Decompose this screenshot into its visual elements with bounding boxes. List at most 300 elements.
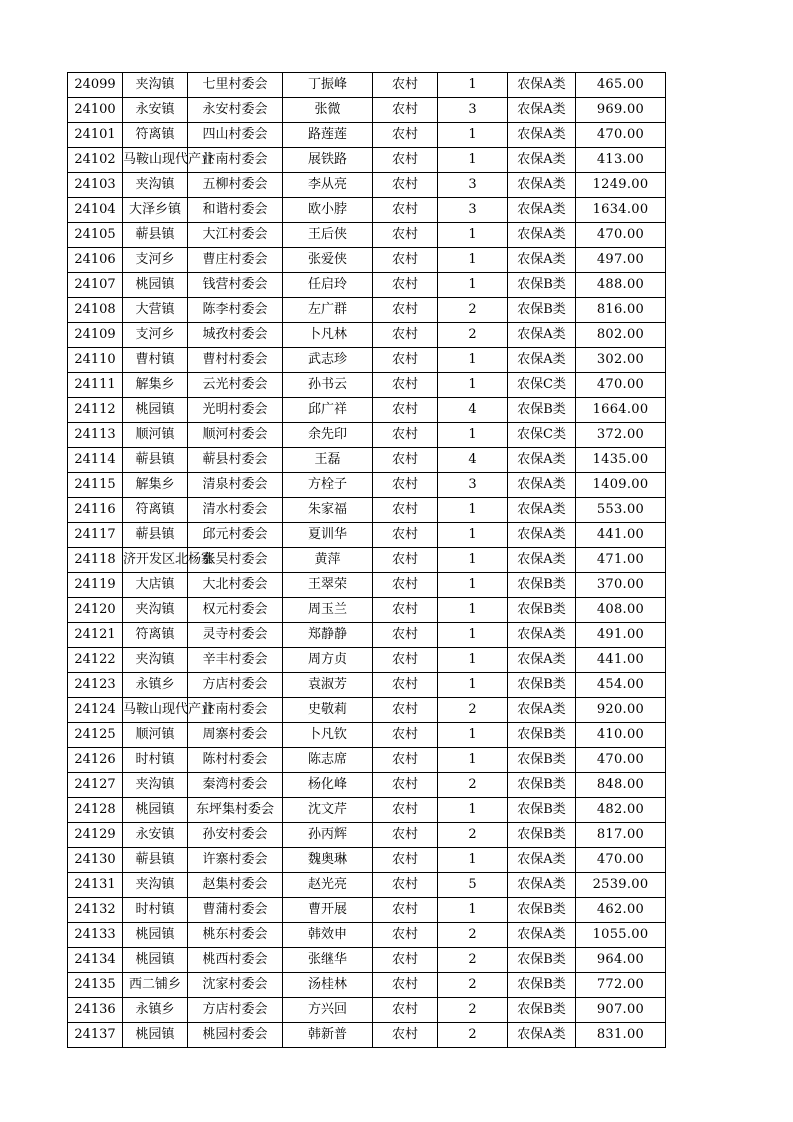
insurance-category-cell: 农保A类	[508, 73, 576, 98]
person-name-cell: 韩效申	[283, 923, 373, 948]
village-committee-cell: 云光村委会	[188, 373, 283, 398]
person-name-cell: 袁淑芳	[283, 673, 373, 698]
record-id-cell: 24124	[68, 698, 123, 723]
insurance-category-cell: 农保A类	[508, 623, 576, 648]
household-count-cell: 2	[438, 923, 508, 948]
household-count-cell: 1	[438, 548, 508, 573]
household-count-cell: 2	[438, 948, 508, 973]
village-committee-cell: 城孜村委会	[188, 323, 283, 348]
town-cell: 大店镇	[123, 573, 188, 598]
person-name-cell: 余先印	[283, 423, 373, 448]
table-row	[68, 323, 666, 348]
village-committee-cell: 和谐村委会	[188, 198, 283, 223]
table-row	[68, 373, 666, 398]
person-name-cell: 曹开展	[283, 898, 373, 923]
insurance-category-cell: 农保A类	[508, 348, 576, 373]
table-row	[68, 448, 666, 473]
village-committee-cell: 张吴村委会	[188, 548, 283, 573]
village-committee-cell: 邱元村委会	[188, 523, 283, 548]
area-type-cell: 农村	[373, 973, 438, 998]
insurance-category-cell: 农保A类	[508, 123, 576, 148]
area-type-cell: 农村	[373, 348, 438, 373]
insurance-category-cell: 农保A类	[508, 448, 576, 473]
person-name-cell: 汤桂林	[283, 973, 373, 998]
area-type-cell: 农村	[373, 948, 438, 973]
household-count-cell: 2	[438, 823, 508, 848]
table-row	[68, 248, 666, 273]
village-committee-cell: 钱营村委会	[188, 273, 283, 298]
household-count-cell: 1	[438, 373, 508, 398]
village-committee-cell: 永安村委会	[188, 98, 283, 123]
area-type-cell: 农村	[373, 398, 438, 423]
insurance-category-cell: 农保B类	[508, 973, 576, 998]
area-type-cell: 农村	[373, 723, 438, 748]
person-name-cell: 赵光亮	[283, 873, 373, 898]
insurance-category-cell: 农保B类	[508, 773, 576, 798]
table-row	[68, 948, 666, 973]
household-count-cell: 4	[438, 448, 508, 473]
table-row	[68, 523, 666, 548]
insurance-category-cell: 农保A类	[508, 173, 576, 198]
record-id-cell: 24116	[68, 498, 123, 523]
amount-cell: 441.00	[576, 523, 666, 548]
table-row	[68, 723, 666, 748]
insurance-category-cell: 农保A类	[508, 198, 576, 223]
record-id-cell: 24132	[68, 898, 123, 923]
record-id-cell: 24114	[68, 448, 123, 473]
person-name-cell: 孙丙辉	[283, 823, 373, 848]
town-cell: 解集乡	[123, 473, 188, 498]
table-row	[68, 773, 666, 798]
person-name-cell: 韩新普	[283, 1023, 373, 1048]
town-cell: 蕲县镇	[123, 448, 188, 473]
amount-cell: 370.00	[576, 573, 666, 598]
village-committee-cell: 桃园村委会	[188, 1023, 283, 1048]
household-count-cell: 3	[438, 473, 508, 498]
record-id-cell: 24117	[68, 523, 123, 548]
area-type-cell: 农村	[373, 523, 438, 548]
record-id-cell: 24129	[68, 823, 123, 848]
amount-cell: 454.00	[576, 673, 666, 698]
record-id-cell: 24101	[68, 123, 123, 148]
table-row	[68, 298, 666, 323]
village-committee-cell: 赵集村委会	[188, 873, 283, 898]
person-name-cell: 孙书云	[283, 373, 373, 398]
amount-cell: 408.00	[576, 598, 666, 623]
record-id-cell: 24111	[68, 373, 123, 398]
town-cell: 济开发区北杨寨	[123, 548, 188, 573]
area-type-cell: 农村	[373, 148, 438, 173]
table-row	[68, 498, 666, 523]
insurance-category-cell: 农保B类	[508, 723, 576, 748]
table-row	[68, 73, 666, 98]
household-count-cell: 3	[438, 173, 508, 198]
town-cell: 时村镇	[123, 898, 188, 923]
village-committee-cell: 权元村委会	[188, 598, 283, 623]
person-name-cell: 张微	[283, 98, 373, 123]
village-committee-cell: 方店村委会	[188, 998, 283, 1023]
area-type-cell: 农村	[373, 673, 438, 698]
amount-cell: 413.00	[576, 148, 666, 173]
area-type-cell: 农村	[373, 873, 438, 898]
record-id-cell: 24136	[68, 998, 123, 1023]
amount-cell: 470.00	[576, 748, 666, 773]
household-count-cell: 1	[438, 123, 508, 148]
table-row	[68, 848, 666, 873]
town-cell: 夹沟镇	[123, 173, 188, 198]
insurance-category-cell: 农保C类	[508, 423, 576, 448]
household-count-cell: 1	[438, 673, 508, 698]
town-cell: 符离镇	[123, 123, 188, 148]
amount-cell: 497.00	[576, 248, 666, 273]
area-type-cell: 农村	[373, 323, 438, 348]
amount-cell: 470.00	[576, 123, 666, 148]
insurance-category-cell: 农保B类	[508, 673, 576, 698]
village-committee-cell: 东坪集村委会	[188, 798, 283, 823]
area-type-cell: 农村	[373, 298, 438, 323]
town-cell: 顺河镇	[123, 723, 188, 748]
record-id-cell: 24123	[68, 673, 123, 698]
table-row	[68, 273, 666, 298]
table-row	[68, 398, 666, 423]
village-committee-cell: 周寨村委会	[188, 723, 283, 748]
table-row	[68, 98, 666, 123]
person-name-cell: 魏奥琳	[283, 848, 373, 873]
area-type-cell: 农村	[373, 1023, 438, 1048]
village-committee-cell: 汴南村委会	[188, 148, 283, 173]
town-cell: 桃园镇	[123, 798, 188, 823]
area-type-cell: 农村	[373, 98, 438, 123]
record-id-cell: 24106	[68, 248, 123, 273]
village-committee-cell: 汴南村委会	[188, 698, 283, 723]
village-committee-cell: 陈村村委会	[188, 748, 283, 773]
table-body	[68, 73, 666, 1048]
village-committee-cell: 四山村委会	[188, 123, 283, 148]
record-id-cell: 24103	[68, 173, 123, 198]
area-type-cell: 农村	[373, 798, 438, 823]
household-count-cell: 4	[438, 398, 508, 423]
town-cell: 夹沟镇	[123, 773, 188, 798]
insurance-category-cell: 农保B类	[508, 398, 576, 423]
town-cell: 顺河镇	[123, 423, 188, 448]
area-type-cell: 农村	[373, 198, 438, 223]
town-cell: 支河乡	[123, 323, 188, 348]
amount-cell: 969.00	[576, 98, 666, 123]
person-name-cell: 陈志席	[283, 748, 373, 773]
insurance-category-cell: 农保A类	[508, 523, 576, 548]
record-id-cell: 24107	[68, 273, 123, 298]
insurance-category-cell: 农保A类	[508, 923, 576, 948]
amount-cell: 470.00	[576, 848, 666, 873]
person-name-cell: 李从亮	[283, 173, 373, 198]
household-count-cell: 1	[438, 648, 508, 673]
person-name-cell: 杨化峰	[283, 773, 373, 798]
record-id-cell: 24125	[68, 723, 123, 748]
record-id-cell: 24128	[68, 798, 123, 823]
person-name-cell: 周玉兰	[283, 598, 373, 623]
insurance-category-cell: 农保B类	[508, 573, 576, 598]
household-count-cell: 1	[438, 598, 508, 623]
insurance-category-cell: 农保B类	[508, 298, 576, 323]
town-cell: 蕲县镇	[123, 848, 188, 873]
amount-cell: 462.00	[576, 898, 666, 923]
insurance-category-cell: 农保B类	[508, 798, 576, 823]
person-name-cell: 欧小脖	[283, 198, 373, 223]
person-name-cell: 张爱侠	[283, 248, 373, 273]
town-cell: 永安镇	[123, 823, 188, 848]
area-type-cell: 农村	[373, 773, 438, 798]
area-type-cell: 农村	[373, 598, 438, 623]
record-id-cell: 24120	[68, 598, 123, 623]
amount-cell: 848.00	[576, 773, 666, 798]
table-row	[68, 748, 666, 773]
amount-cell: 802.00	[576, 323, 666, 348]
village-committee-cell: 曹村村委会	[188, 348, 283, 373]
area-type-cell: 农村	[373, 998, 438, 1023]
insurance-category-cell: 农保B类	[508, 748, 576, 773]
person-name-cell: 方兴回	[283, 998, 373, 1023]
insurance-category-cell: 农保A类	[508, 223, 576, 248]
amount-cell: 1634.00	[576, 198, 666, 223]
town-cell: 夹沟镇	[123, 648, 188, 673]
village-committee-cell: 灵寺村委会	[188, 623, 283, 648]
person-name-cell: 左广群	[283, 298, 373, 323]
town-cell: 曹村镇	[123, 348, 188, 373]
village-committee-cell: 清水村委会	[188, 498, 283, 523]
amount-cell: 441.00	[576, 648, 666, 673]
record-id-cell: 24108	[68, 298, 123, 323]
amount-cell: 465.00	[576, 73, 666, 98]
insurance-category-cell: 农保A类	[508, 98, 576, 123]
record-id-cell: 24119	[68, 573, 123, 598]
area-type-cell: 农村	[373, 623, 438, 648]
person-name-cell: 黄萍	[283, 548, 373, 573]
person-name-cell: 方栓子	[283, 473, 373, 498]
household-count-cell: 1	[438, 348, 508, 373]
record-id-cell: 24137	[68, 1023, 123, 1048]
person-name-cell: 丁振峰	[283, 73, 373, 98]
record-id-cell: 24115	[68, 473, 123, 498]
household-count-cell: 1	[438, 748, 508, 773]
insurance-category-cell: 农保A类	[508, 148, 576, 173]
area-type-cell: 农村	[373, 548, 438, 573]
amount-cell: 1664.00	[576, 398, 666, 423]
household-count-cell: 1	[438, 148, 508, 173]
area-type-cell: 农村	[373, 698, 438, 723]
town-cell: 符离镇	[123, 623, 188, 648]
village-committee-cell: 大江村委会	[188, 223, 283, 248]
person-name-cell: 任启玲	[283, 273, 373, 298]
town-cell: 永镇乡	[123, 673, 188, 698]
area-type-cell: 农村	[373, 448, 438, 473]
table-row	[68, 698, 666, 723]
amount-cell: 410.00	[576, 723, 666, 748]
table-row	[68, 123, 666, 148]
insurance-category-cell: 农保A类	[508, 248, 576, 273]
household-count-cell: 1	[438, 898, 508, 923]
table-row	[68, 198, 666, 223]
insurance-category-cell: 农保A类	[508, 873, 576, 898]
person-name-cell: 展铁路	[283, 148, 373, 173]
town-cell: 符离镇	[123, 498, 188, 523]
amount-cell: 1055.00	[576, 923, 666, 948]
village-committee-cell: 五柳村委会	[188, 173, 283, 198]
household-count-cell: 1	[438, 623, 508, 648]
subsidy-table	[67, 72, 666, 1048]
amount-cell: 372.00	[576, 423, 666, 448]
record-id-cell: 24134	[68, 948, 123, 973]
person-name-cell: 朱家福	[283, 498, 373, 523]
village-committee-cell: 大北村委会	[188, 573, 283, 598]
amount-cell: 920.00	[576, 698, 666, 723]
village-committee-cell: 清泉村委会	[188, 473, 283, 498]
amount-cell: 488.00	[576, 273, 666, 298]
household-count-cell: 2	[438, 298, 508, 323]
town-cell: 马鞍山现代产业	[123, 698, 188, 723]
table-row	[68, 898, 666, 923]
household-count-cell: 1	[438, 273, 508, 298]
record-id-cell: 24127	[68, 773, 123, 798]
amount-cell: 470.00	[576, 223, 666, 248]
town-cell: 蕲县镇	[123, 223, 188, 248]
record-id-cell: 24109	[68, 323, 123, 348]
amount-cell: 907.00	[576, 998, 666, 1023]
record-id-cell: 24131	[68, 873, 123, 898]
area-type-cell: 农村	[373, 498, 438, 523]
person-name-cell: 卜凡林	[283, 323, 373, 348]
household-count-cell: 1	[438, 223, 508, 248]
person-name-cell: 邱广祥	[283, 398, 373, 423]
record-id-cell: 24118	[68, 548, 123, 573]
village-committee-cell: 曹蒲村委会	[188, 898, 283, 923]
amount-cell: 1435.00	[576, 448, 666, 473]
table-row	[68, 998, 666, 1023]
area-type-cell: 农村	[373, 73, 438, 98]
household-count-cell: 3	[438, 198, 508, 223]
village-committee-cell: 陈李村委会	[188, 298, 283, 323]
town-cell: 永安镇	[123, 98, 188, 123]
record-id-cell: 24122	[68, 648, 123, 673]
household-count-cell: 1	[438, 498, 508, 523]
table-row	[68, 548, 666, 573]
town-cell: 桃园镇	[123, 948, 188, 973]
insurance-category-cell: 农保C类	[508, 373, 576, 398]
person-name-cell: 郑静静	[283, 623, 373, 648]
amount-cell: 470.00	[576, 373, 666, 398]
record-id-cell: 24104	[68, 198, 123, 223]
record-id-cell: 24100	[68, 98, 123, 123]
area-type-cell: 农村	[373, 848, 438, 873]
person-name-cell: 夏训华	[283, 523, 373, 548]
insurance-category-cell: 农保B类	[508, 898, 576, 923]
record-id-cell: 24102	[68, 148, 123, 173]
insurance-category-cell: 农保A类	[508, 473, 576, 498]
area-type-cell: 农村	[373, 123, 438, 148]
table-row	[68, 598, 666, 623]
village-committee-cell: 秦湾村委会	[188, 773, 283, 798]
record-id-cell: 24121	[68, 623, 123, 648]
insurance-category-cell: 农保A类	[508, 498, 576, 523]
area-type-cell: 农村	[373, 748, 438, 773]
person-name-cell: 王后侠	[283, 223, 373, 248]
record-id-cell: 24105	[68, 223, 123, 248]
village-committee-cell: 许寨村委会	[188, 848, 283, 873]
insurance-category-cell: 农保B类	[508, 598, 576, 623]
area-type-cell: 农村	[373, 898, 438, 923]
amount-cell: 1409.00	[576, 473, 666, 498]
town-cell: 夹沟镇	[123, 598, 188, 623]
household-count-cell: 1	[438, 798, 508, 823]
table-row	[68, 873, 666, 898]
household-count-cell: 2	[438, 323, 508, 348]
area-type-cell: 农村	[373, 823, 438, 848]
person-name-cell: 沈文芹	[283, 798, 373, 823]
insurance-category-cell: 农保A类	[508, 648, 576, 673]
amount-cell: 831.00	[576, 1023, 666, 1048]
record-id-cell: 24099	[68, 73, 123, 98]
table-row	[68, 348, 666, 373]
person-name-cell: 王翠荣	[283, 573, 373, 598]
town-cell: 解集乡	[123, 373, 188, 398]
household-count-cell: 2	[438, 998, 508, 1023]
village-committee-cell: 孙安村委会	[188, 823, 283, 848]
insurance-category-cell: 农保B类	[508, 998, 576, 1023]
town-cell: 时村镇	[123, 748, 188, 773]
town-cell: 大营镇	[123, 298, 188, 323]
record-id-cell: 24113	[68, 423, 123, 448]
town-cell: 夹沟镇	[123, 73, 188, 98]
town-cell: 支河乡	[123, 248, 188, 273]
table-row	[68, 223, 666, 248]
household-count-cell: 1	[438, 248, 508, 273]
amount-cell: 491.00	[576, 623, 666, 648]
amount-cell: 482.00	[576, 798, 666, 823]
person-name-cell: 王磊	[283, 448, 373, 473]
insurance-category-cell: 农保B类	[508, 823, 576, 848]
table-row	[68, 423, 666, 448]
amount-cell: 1249.00	[576, 173, 666, 198]
insurance-category-cell: 农保A类	[508, 548, 576, 573]
area-type-cell: 农村	[373, 223, 438, 248]
town-cell: 西二铺乡	[123, 973, 188, 998]
table-row	[68, 1023, 666, 1048]
table-row	[68, 623, 666, 648]
town-cell: 大泽乡镇	[123, 198, 188, 223]
town-cell: 桃园镇	[123, 923, 188, 948]
town-cell: 桃园镇	[123, 273, 188, 298]
household-count-cell: 2	[438, 1023, 508, 1048]
record-id-cell: 24110	[68, 348, 123, 373]
town-cell: 桃园镇	[123, 398, 188, 423]
table-row	[68, 573, 666, 598]
area-type-cell: 农村	[373, 373, 438, 398]
table-row	[68, 823, 666, 848]
table-row	[68, 673, 666, 698]
record-id-cell: 24130	[68, 848, 123, 873]
table-row	[68, 473, 666, 498]
household-count-cell: 2	[438, 773, 508, 798]
record-id-cell: 24112	[68, 398, 123, 423]
town-cell: 蕲县镇	[123, 523, 188, 548]
town-cell: 永镇乡	[123, 998, 188, 1023]
insurance-category-cell: 农保A类	[508, 1023, 576, 1048]
household-count-cell: 1	[438, 523, 508, 548]
village-committee-cell: 蕲县村委会	[188, 448, 283, 473]
amount-cell: 2539.00	[576, 873, 666, 898]
insurance-category-cell: 农保A类	[508, 698, 576, 723]
town-cell: 马鞍山现代产业	[123, 148, 188, 173]
household-count-cell: 5	[438, 873, 508, 898]
